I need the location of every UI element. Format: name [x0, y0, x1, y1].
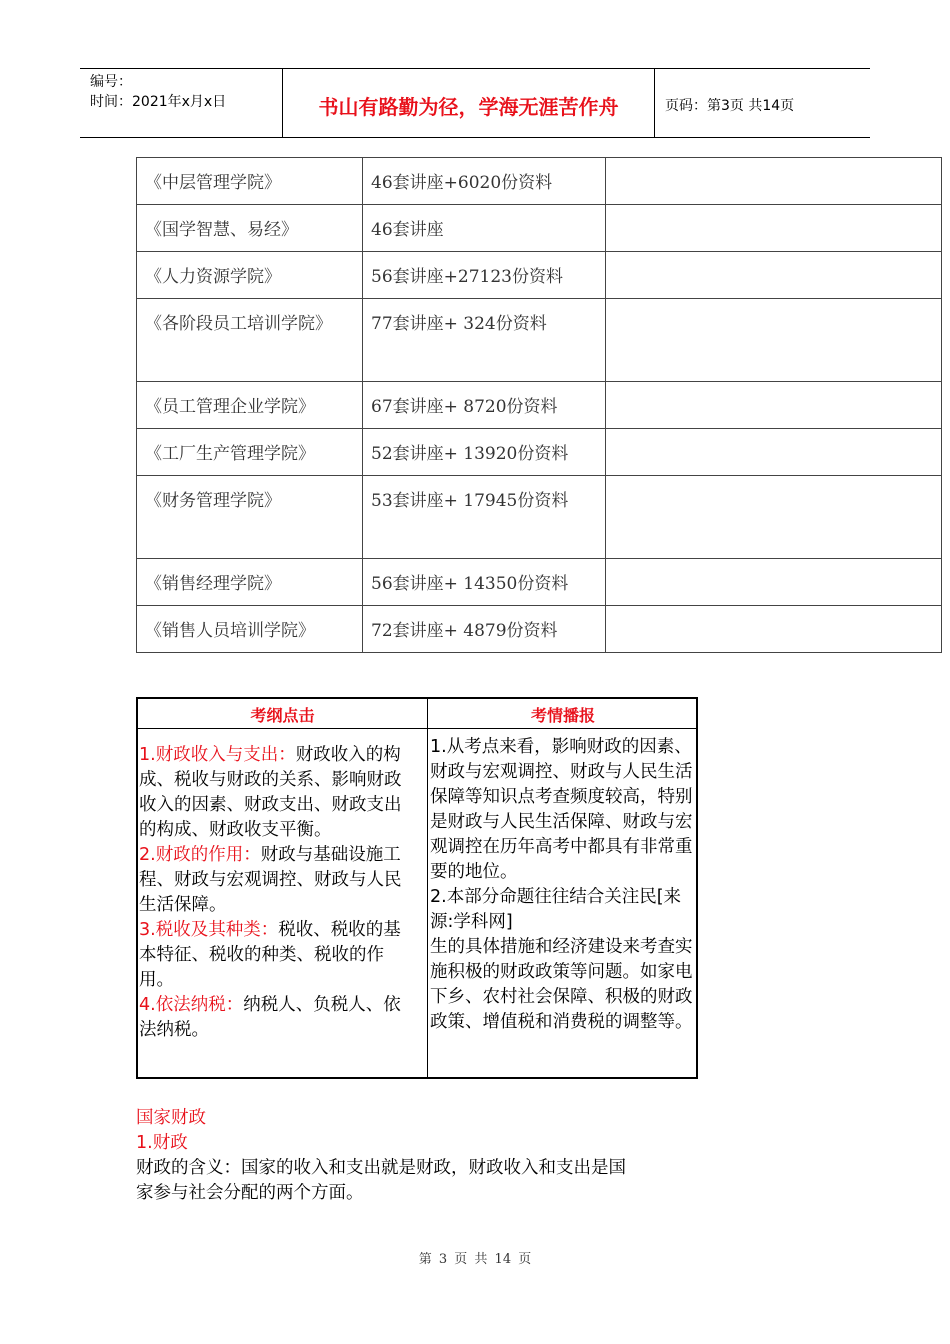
outline-heading: 考纲点击 — [250, 706, 315, 725]
course-content: 52套讲座+ 13920份资料 — [363, 429, 606, 476]
table-row — [137, 606, 942, 653]
date-line: 时间：2021年x月x日 — [90, 94, 227, 110]
header-page-cell — [655, 69, 870, 137]
table-row — [137, 158, 942, 205]
course-note — [606, 205, 942, 252]
course-content: 46套讲座 — [363, 205, 606, 252]
column-divider — [427, 699, 428, 1077]
course-content: 77套讲座+ 324份资料 — [363, 299, 606, 382]
section-title: 国家财政 — [136, 1108, 206, 1128]
course-name: 《各阶段员工培训学院》 — [137, 299, 363, 382]
page-footer: 第 3 页 共 14 页 — [418, 1252, 532, 1267]
course-name: 《国学智慧、易经》 — [137, 205, 363, 252]
course-name: 《中层管理学院》 — [137, 158, 363, 205]
national-finance-section — [136, 1106, 636, 1206]
course-name: 《财务管理学院》 — [137, 476, 363, 559]
course-name: 《员工管理企业学院》 — [137, 382, 363, 429]
section-text: 财政的含义：国家的收入和支出就是财政，财政收入和支出是国家参与社会分配的两个方面。 — [136, 1158, 626, 1203]
report-paragraph-2b: 生的具体措施和经济建设来考查实施积极的财政政策等问题。如家电下乡、农村社会保障、积极的财政政策、增值税和消费税的调整等。 — [430, 937, 693, 1032]
outline-item-text: 财政与基础设施工程、财政与宏观调控、财政与人民生活保障。 — [139, 845, 402, 915]
course-content: 72套讲座+ 4879份资料 — [363, 606, 606, 653]
course-name: 《销售经理学院》 — [137, 559, 363, 606]
header-meta — [80, 69, 283, 137]
outline-item-label: 2.财政的作用： — [139, 845, 261, 865]
motto: 书山有路勤为径，学海无涯苦作舟 — [318, 95, 619, 119]
outline-item — [139, 843, 407, 918]
page-header — [80, 68, 870, 138]
header-motto-cell — [283, 69, 655, 137]
table-row — [137, 299, 942, 382]
course-content: 46套讲座+6020份资料 — [363, 158, 606, 205]
outline-item-text: 税收、税收的基本特征、税收的种类、税收的作用。 — [139, 920, 401, 990]
outline-item — [139, 743, 407, 843]
course-note — [606, 476, 942, 559]
course-content: 56套讲座+ 14350份资料 — [363, 559, 606, 606]
course-note — [606, 559, 942, 606]
outline-item-label: 4.依法纳税： — [139, 995, 244, 1015]
outline-item — [139, 918, 407, 993]
report-body — [430, 735, 698, 1035]
table-row — [137, 382, 942, 429]
course-name: 《人力资源学院》 — [137, 252, 363, 299]
course-note — [606, 382, 942, 429]
outline-item — [139, 993, 407, 1043]
header-divider — [138, 728, 696, 729]
course-note — [606, 606, 942, 653]
course-note — [606, 429, 942, 476]
report-heading: 考情播报 — [530, 706, 595, 725]
outline-item-text: 财政收入的构成、税收与财政的关系、影响财政收入的因素、财政支出、财政支出的构成、财政收支平衡。 — [139, 745, 402, 840]
course-note — [606, 158, 942, 205]
outline-item-text: 纳税人、负税人、依法纳税。 — [139, 995, 401, 1040]
course-name: 《销售人员培训学院》 — [137, 606, 363, 653]
section-subtitle: 1.财政 — [136, 1133, 188, 1153]
page-info: 页码：第3页 共14页 — [665, 98, 795, 114]
exam-table — [136, 697, 698, 1079]
course-content: 56套讲座+27123份资料 — [363, 252, 606, 299]
outline-item-label: 3.税收及其种类： — [139, 920, 279, 940]
table-row — [137, 252, 942, 299]
table-row — [137, 476, 942, 559]
course-note — [606, 299, 942, 382]
outline-item-label: 1.财政收入与支出： — [139, 745, 296, 765]
course-content: 67套讲座+ 8720份资料 — [363, 382, 606, 429]
course-name: 《工厂生产管理学院》 — [137, 429, 363, 476]
serial-label: 编号： — [90, 74, 132, 90]
report-paragraph-2a: 2.本部分命题往往结合关注民[来源:学科网] — [430, 887, 682, 932]
outline-body — [139, 743, 407, 1043]
courses-table — [136, 157, 942, 653]
course-content: 53套讲座+ 17945份资料 — [363, 476, 606, 559]
table-row — [137, 429, 942, 476]
course-note — [606, 252, 942, 299]
table-row — [137, 205, 942, 252]
report-paragraph-1: 1.从考点来看，影响财政的因素、财政与宏观调控、财政与人民生活保障等知识点考查频度较高，特别是财政与人民生活保障、财政与宏观调控在历年高考中都具有非常重要的地位。 — [430, 737, 693, 882]
table-row — [137, 559, 942, 606]
